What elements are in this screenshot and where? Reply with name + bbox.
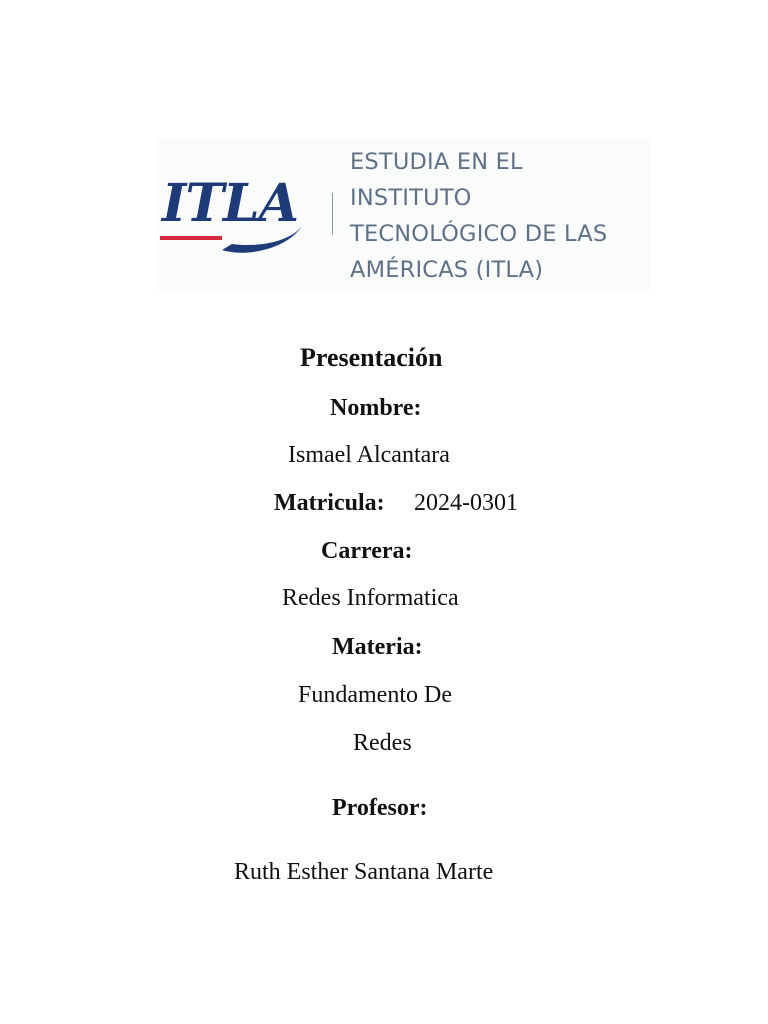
banner-line-3: TECNOLÓGICO DE LAS	[350, 221, 608, 247]
itla-logo-text: ITLA	[162, 173, 298, 234]
nombre-label: Nombre:	[330, 395, 422, 421]
itla-banner	[156, 138, 650, 290]
banner-tagline	[350, 144, 607, 288]
banner-line-1: ESTUDIA EN EL	[350, 149, 523, 175]
logo-divider	[332, 193, 333, 235]
profesor-value: Ruth Esther Santana Marte	[234, 859, 494, 885]
matricula-label: Matricula:	[274, 490, 385, 516]
profesor-label: Profesor:	[332, 795, 428, 821]
logo-swoosh-icon	[218, 198, 314, 254]
carrera-value: Redes Informatica	[282, 585, 459, 611]
banner-line-2: INSTITUTO	[350, 185, 472, 211]
materia-label: Materia:	[332, 634, 423, 660]
logo-red-underline	[160, 236, 222, 240]
materia-value-line-1: Fundamento De	[298, 682, 452, 708]
itla-logo	[156, 173, 316, 258]
materia-value-line-2: Redes	[353, 730, 412, 756]
carrera-label: Carrera:	[321, 538, 413, 564]
matricula-value: 2024-0301	[414, 490, 518, 516]
page-title: Presentación	[300, 343, 443, 372]
banner-line-4: AMÉRICAS (ITLA)	[350, 257, 544, 283]
nombre-value: Ismael Alcantara	[288, 442, 450, 468]
